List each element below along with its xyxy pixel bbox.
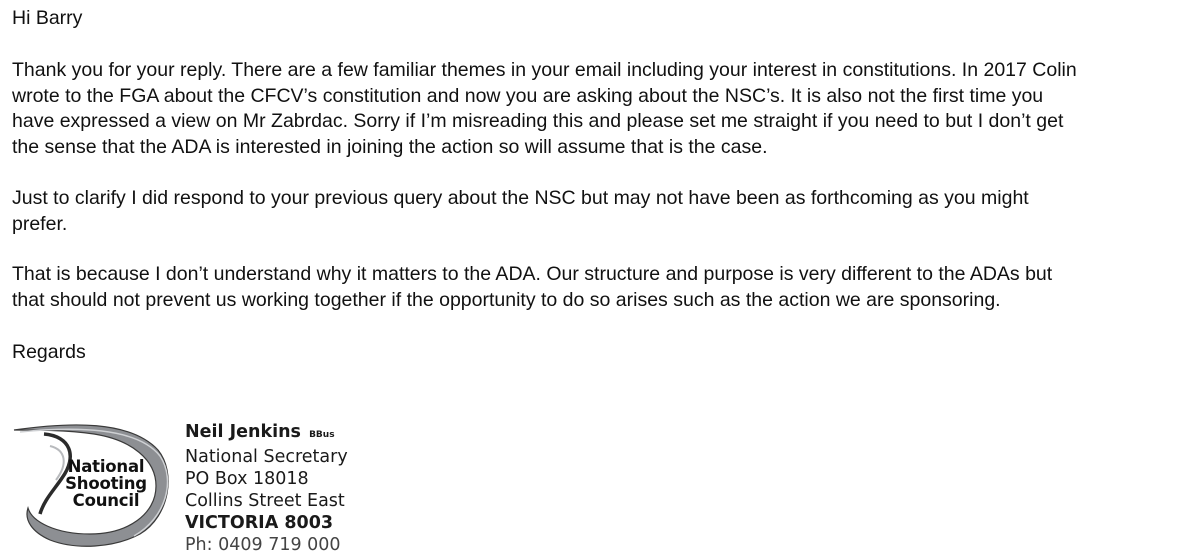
paragraph-1-line: Thank you for your reply. There are a few familiar themes in your email including your interest in constitutions. In 2017 Colin xyxy=(12,59,1077,81)
paragraph-2-line: Just to clarify I did respond to your previous query about the NSC but may not have been as forthcoming as you might xyxy=(12,187,1029,209)
logo-line: Shooting xyxy=(65,474,147,493)
signature-name: Neil Jenkins xyxy=(185,422,301,442)
paragraph-1-line: wrote to the FGA about the CFCV’s constitution and now you are asking about the NSC’s. It is also not the first time you xyxy=(12,84,1044,107)
nsc-logo-text xyxy=(54,458,158,509)
paragraph-3 xyxy=(12,262,1052,313)
paragraph-1 xyxy=(12,58,1077,160)
signature-cut-line xyxy=(185,534,348,555)
paragraph-2 xyxy=(12,186,1029,237)
paragraph-1-line: the sense that the ADA is interested in joining the action so will assume that is the case. xyxy=(12,135,768,158)
logo-line: National xyxy=(67,457,145,476)
signature-phone: Ph: 0409 719 000 xyxy=(185,535,341,555)
paragraph-3-line: That is because I don’t understand why it matters to the ADA. Our structure and purpose is very different to the ADAs but xyxy=(12,263,1053,285)
paragraph-3-line: that should not prevent us working together if the opportunity to do so arises such as the action we are sponsoring. xyxy=(12,288,1001,311)
logo-line: Council xyxy=(72,491,140,510)
nsc-logo xyxy=(10,416,180,552)
signature-address-2: Collins Street East xyxy=(185,491,345,511)
paragraph-1-line: have expressed a view on Mr Zabrdac. Sorry if I’m misreading this and please set me straight if you need to but I don’t get xyxy=(12,110,1064,132)
signature-address-1: PO Box 18018 xyxy=(185,469,309,489)
signature-address-3: VICTORIA 8003 xyxy=(185,513,334,533)
signature-name-row xyxy=(185,421,348,446)
signature-credential: BBus xyxy=(309,430,335,440)
closing: Regards xyxy=(12,341,86,363)
greeting: Hi Barry xyxy=(12,7,83,29)
signature-block xyxy=(185,421,348,555)
paragraph-2-line: prefer. xyxy=(12,212,68,235)
signature-title: National Secretary xyxy=(185,447,348,467)
